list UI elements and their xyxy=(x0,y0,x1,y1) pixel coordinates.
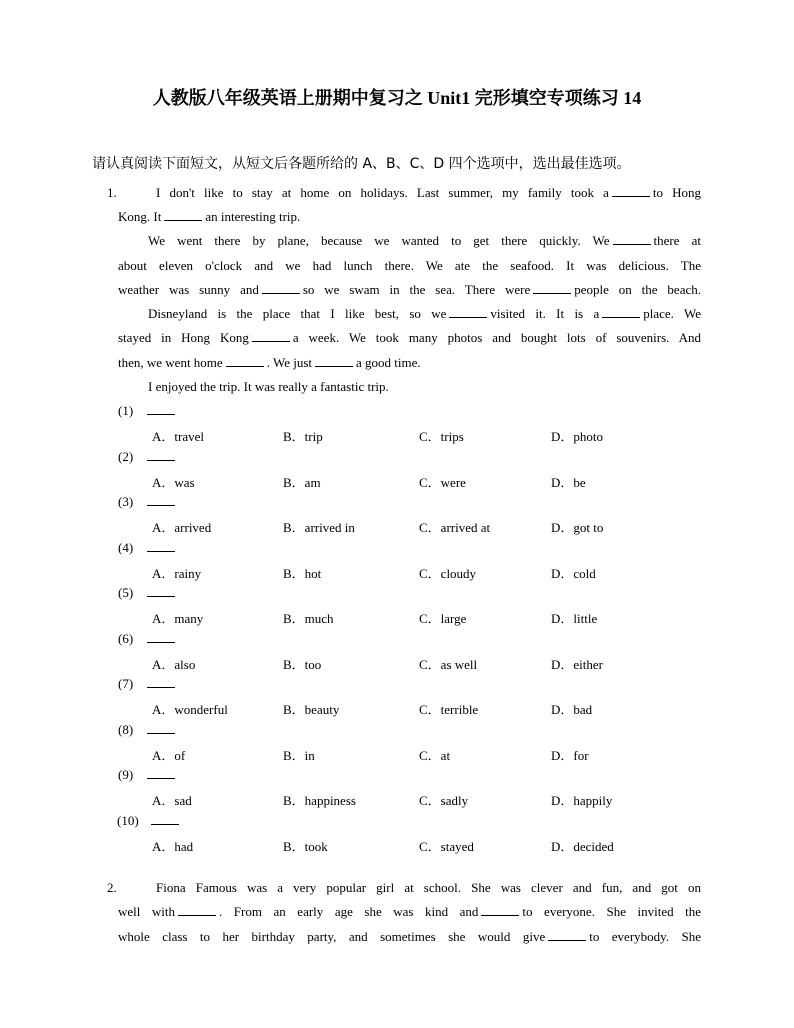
blank xyxy=(449,306,487,318)
option-b[interactable]: B．arrived in xyxy=(283,520,355,535)
option-b[interactable]: B．too xyxy=(283,656,322,672)
option-d[interactable]: D．be xyxy=(551,474,586,490)
page-title: 人教版八年级英语上册期中复习之 Unit1 完形填空专项练习 14 xyxy=(152,88,642,108)
sub-question xyxy=(118,631,178,647)
blank xyxy=(315,355,353,367)
sub-question xyxy=(118,767,178,783)
blank xyxy=(612,185,650,197)
sub-question-number: (4) xyxy=(118,539,134,555)
option-c[interactable]: C．trips xyxy=(419,429,464,444)
option-d[interactable]: D．cold xyxy=(551,565,596,581)
passage-line: then, we went home . We just a good time. xyxy=(118,355,421,370)
answer-blank xyxy=(147,585,175,597)
question-number-1: 1. xyxy=(107,185,117,200)
option-b[interactable]: B．took xyxy=(283,838,328,854)
option-d[interactable]: D．little xyxy=(551,611,598,626)
sub-question-number: (1) xyxy=(118,403,134,418)
question-number-2: 2. xyxy=(107,880,117,895)
sub-question xyxy=(117,813,182,829)
answer-blank xyxy=(147,722,175,734)
blank xyxy=(252,330,290,342)
passage-line: Kong. It an interesting trip. xyxy=(118,209,301,224)
option-a[interactable]: A．of xyxy=(152,747,186,763)
option-d[interactable]: D．photo xyxy=(551,429,604,444)
answer-blank xyxy=(147,494,175,506)
answer-blank xyxy=(151,813,179,825)
passage-line: stayed in Hong Kong a week. We took many photos and bought lots of souvenirs. And xyxy=(118,330,701,345)
passage-line: We went there by plane, because we wanted to get there quickly. We there at xyxy=(148,233,701,248)
sub-question-number: (9) xyxy=(118,767,134,782)
sub-question xyxy=(118,585,178,601)
option-b[interactable]: B．happiness xyxy=(283,793,356,808)
option-a[interactable]: A．many xyxy=(152,611,204,626)
sub-question xyxy=(118,449,178,465)
passage-line: I enjoyed the trip. It was really a fantastic trip. xyxy=(148,379,389,394)
blank xyxy=(226,355,264,367)
option-c[interactable]: C．sadly xyxy=(419,793,469,808)
option-b[interactable]: B．hot xyxy=(283,565,322,581)
answer-blank xyxy=(147,449,175,461)
blank xyxy=(602,306,640,318)
option-c[interactable]: C．as well xyxy=(419,656,478,672)
sub-question-number: (2) xyxy=(118,448,134,464)
sub-question xyxy=(118,676,178,692)
passage-line: weather was sunny and so we swam in the sea. There were people on the beach. xyxy=(118,282,701,297)
option-c[interactable]: C．cloudy xyxy=(419,565,477,581)
option-d[interactable]: D．either xyxy=(551,656,603,672)
option-d[interactable]: D．bad xyxy=(551,702,593,717)
option-a[interactable]: A．sad xyxy=(152,793,192,808)
option-a[interactable]: A．rainy xyxy=(152,565,202,581)
sub-question-number: (10) xyxy=(117,812,139,828)
sub-question-number: (7) xyxy=(118,676,134,691)
sub-question-number: (8) xyxy=(118,721,134,737)
sub-question xyxy=(118,494,178,510)
option-a[interactable]: A．arrived xyxy=(152,520,212,535)
blank xyxy=(613,233,651,245)
blank xyxy=(533,282,571,294)
option-c[interactable]: C．were xyxy=(419,474,466,490)
option-b[interactable]: B．trip xyxy=(283,429,323,444)
blank xyxy=(481,904,519,916)
option-a[interactable]: A．also xyxy=(152,656,196,672)
option-b[interactable]: B．am xyxy=(283,474,321,490)
option-d[interactable]: D．got to xyxy=(551,520,604,535)
passage-line: Disneyland is the place that I like best, so we visited it. It is a place. We xyxy=(148,306,701,321)
option-b[interactable]: B．beauty xyxy=(283,702,340,717)
blank xyxy=(164,209,202,221)
sub-question xyxy=(118,403,178,419)
answer-blank xyxy=(147,767,175,779)
option-c[interactable]: C．stayed xyxy=(419,838,474,854)
passage-line: well with . From an early age she was kind and to everyone. She invited the xyxy=(118,904,702,919)
option-c[interactable]: C．terrible xyxy=(419,702,479,717)
sub-question-number: (5) xyxy=(118,585,134,600)
option-b[interactable]: B．in xyxy=(283,747,315,763)
option-a[interactable]: A．travel xyxy=(152,429,204,444)
sub-question-number: (6) xyxy=(118,630,134,646)
option-d[interactable]: D．for xyxy=(551,747,589,763)
answer-blank xyxy=(147,540,175,552)
answer-blank xyxy=(147,631,175,643)
option-d[interactable]: D．happily xyxy=(551,793,613,808)
option-c[interactable]: C．arrived at xyxy=(419,520,491,535)
sub-question xyxy=(118,540,178,556)
option-a[interactable]: A．had xyxy=(152,838,194,854)
option-d[interactable]: D．decided xyxy=(551,838,614,854)
option-a[interactable]: A．wonderful xyxy=(152,702,228,717)
sub-question-number: (3) xyxy=(118,494,134,509)
blank xyxy=(548,929,586,941)
option-a[interactable]: A．was xyxy=(152,474,195,490)
answer-blank xyxy=(147,403,175,415)
passage-line: whole class to her birthday party, and sometimes she would give to everybody. She xyxy=(118,929,701,944)
passage-line: about eleven o'clock and we had lunch there. We ate the seafood. It was delicious. The xyxy=(118,258,701,273)
option-c[interactable]: C．at xyxy=(419,747,451,763)
sub-question xyxy=(118,722,178,738)
option-b[interactable]: B．much xyxy=(283,611,334,626)
blank xyxy=(178,904,216,916)
instructions: 请认真阅读下面短文，从短文后各题所给的 A、B、C、D 四个选项中，选出最佳选项。 xyxy=(92,156,631,172)
option-c[interactable]: C．large xyxy=(419,611,467,626)
blank xyxy=(262,282,300,294)
answer-blank xyxy=(147,676,175,688)
passage-line: Fiona Famous was a very popular girl at school. She was clever and fun, and got on xyxy=(156,880,701,895)
passage-line: I don't like to stay at home on holidays. Last summer, my family took a to Hong xyxy=(156,185,702,200)
